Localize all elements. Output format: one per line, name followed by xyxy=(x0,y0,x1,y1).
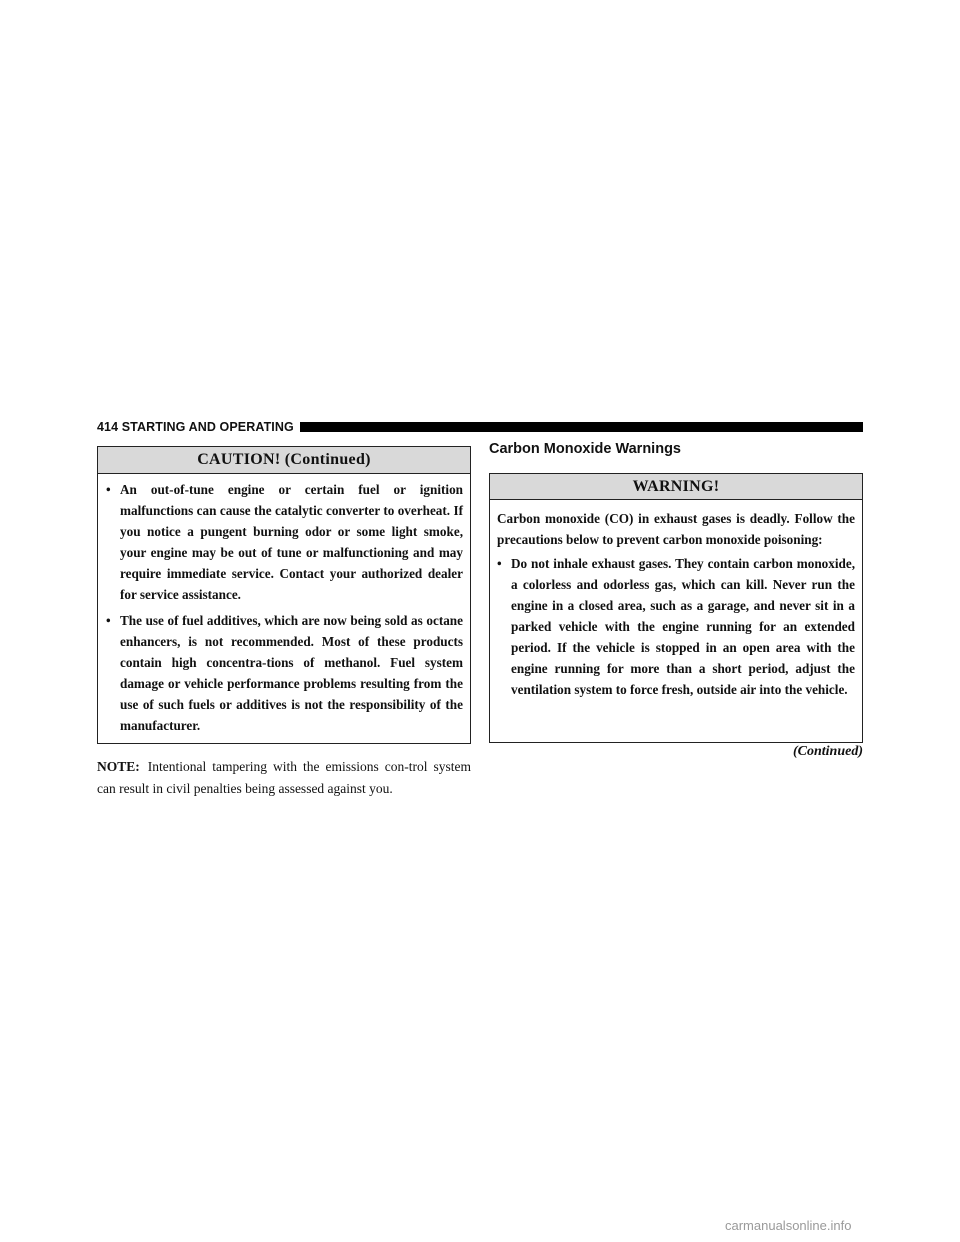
caution-bullet-list xyxy=(98,474,470,736)
warning-bullet-text: Do not inhale exhaust gases. They contain carbon monoxide, a colorless and odorless gas, which can kill. Never run the engine in a closed area, such as a garage, and never sit in a parked vehicle with the engine running for an extended period. If the vehicle is stopped in an open area with the engine running for more than a short period, adjust the ventilation system to force fresh, outside air into the vehicle. xyxy=(511,555,855,698)
caution-bullet-1 xyxy=(106,479,463,606)
watermark: carmanualsonline.info xyxy=(725,1218,852,1233)
page-number-section-title: 414 STARTING AND OPERATING xyxy=(97,420,294,434)
bullet-dot: • xyxy=(106,612,111,628)
caution-bullet-text: The use of fuel additives, which are now being sold as octane enhancers, is not recommended. Most of these products contain high concentra-tions of methanol. Fuel system damage or vehicle performance problems resulting from the use of such fuels or additives is not the responsibility of the manufacturer. xyxy=(120,612,463,734)
continued-label: (Continued) xyxy=(792,744,863,759)
section-heading: Carbon Monoxide Warnings xyxy=(489,441,681,457)
caution-bullet-2 xyxy=(106,610,463,737)
note-label: NOTE: xyxy=(97,759,140,774)
warning-intro: Carbon monoxide (CO) in exhaust gases is deadly. Follow the precautions below to prevent carbon monoxide poisoning: xyxy=(497,511,855,548)
header-rule xyxy=(300,422,863,432)
warning-title: WARNING! xyxy=(490,474,862,500)
warning-body xyxy=(490,500,862,700)
caution-bullet-text: An out-of-tune engine or certain fuel or ignition malfunctions can cause the catalytic converter to overheat. If you notice a pungent burning odor or some light smoke, your engine may be out of tune or malfunctioning and may require immediate service. Contact your authorized dealer for service assistance. xyxy=(120,482,463,603)
warning-bullet-1 xyxy=(497,553,855,701)
note-text: Intentional tampering with the emissions con-trol system can result in civil penalties being assessed against you. xyxy=(97,759,471,796)
page-header xyxy=(97,417,863,437)
bullet-dot: • xyxy=(497,555,502,571)
caution-title: CAUTION! (Continued) xyxy=(98,447,470,474)
bullet-dot: • xyxy=(106,482,111,497)
note-paragraph xyxy=(97,756,471,799)
caution-box xyxy=(97,446,471,744)
warning-box xyxy=(489,473,863,743)
